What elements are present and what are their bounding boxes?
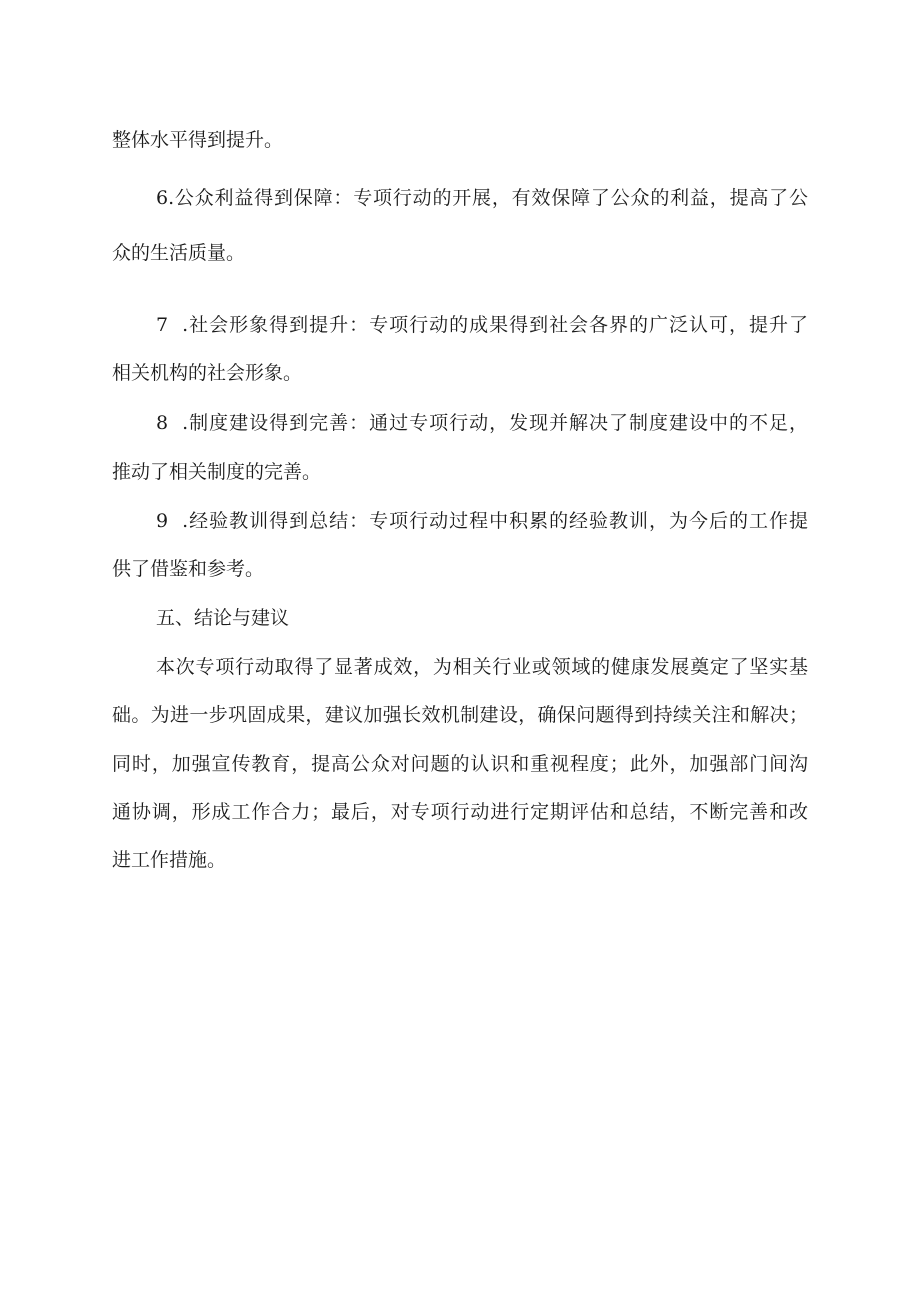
item-8-line-2: 推动了相关制度的完善。 xyxy=(112,461,322,483)
section-heading: 五、结论与建议 xyxy=(156,607,290,629)
continued-line: 整体水平得到提升。 xyxy=(112,129,284,151)
conclusion-line-4: 通协调，形成工作合力；最后，对专项行动进行定期评估和总结，不断完善和改 xyxy=(112,801,808,823)
conclusion-line-1: 本次专项行动取得了显著成效，为相关行业或领域的健康发展奠定了坚实基 xyxy=(156,656,808,678)
item-6-line-1: 6.公众利益得到保障：专项行动的开展，有效保障了公众的利益，提高了公 xyxy=(156,187,808,209)
conclusion-line-3: 同时，加强宣传教育，提高公众对问题的认识和重视程度；此外，加强部门间沟 xyxy=(112,753,808,775)
conclusion-line-5: 进工作措施。 xyxy=(112,849,227,871)
item-9-line-1: 9 .经验教训得到总结：专项行动过程中积累的经验教训，为今后的工作提 xyxy=(156,510,808,532)
item-9-line-2: 供了借鉴和参考。 xyxy=(112,558,265,580)
conclusion-line-2: 础。为进一步巩固成果，建议加强长效机制建设，确保问题得到持续关注和解决； xyxy=(112,704,808,726)
item-6-line-2: 众的生活质量。 xyxy=(112,242,246,264)
item-8-line-1: 8 .制度建设得到完善：通过专项行动，发现并解决了制度建设中的不足， xyxy=(156,412,808,434)
item-7-line-1: 7 .社会形象得到提升：专项行动的成果得到社会各界的广泛认可，提升了 xyxy=(156,314,808,336)
item-7-line-2: 相关机构的社会形象。 xyxy=(112,362,303,384)
